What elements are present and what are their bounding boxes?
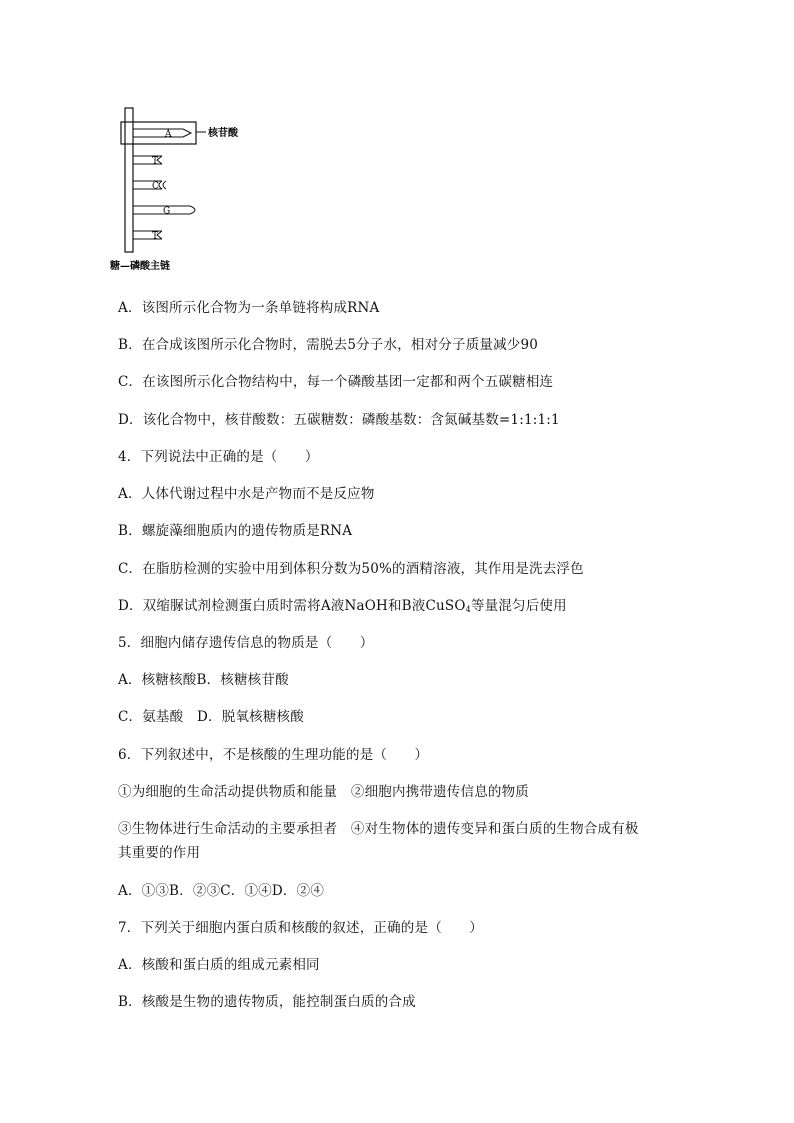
q4-stem: 4．下列说法中正确的是（ ） xyxy=(118,449,319,465)
q4-option-d-part1: D．双缩脲试剂检测蛋白质时需将A液NaOH和B液CuSO xyxy=(118,598,466,614)
base-letter-c: C xyxy=(152,181,159,192)
nucleotide-chain-figure xyxy=(110,102,270,280)
q6-stem: 6．下列叙述中，不是核酸的生理功能的是（ ） xyxy=(118,747,429,763)
q7-stem: 7．下列关于细胞内蛋白质和核酸的叙述，正确的是（ ） xyxy=(118,920,483,936)
q3-option-b: B．在合成该图所示化合物时，需脱去5分子水，相对分子质量减少90 xyxy=(118,337,539,353)
q7-option-b: B．核酸是生物的遗传物质，能控制蛋白质的合成 xyxy=(118,994,416,1010)
base-letter-a: A xyxy=(165,129,172,140)
base-letter-t2: T xyxy=(152,231,159,242)
backbone-label: 糖—磷酸主链 xyxy=(110,261,170,272)
q3-option-d: D．该化合物中，核苷酸数：五碳糖数：磷酸基数：含氮碱基数=1:1:1:1 xyxy=(118,412,560,428)
q6-items-34: ③生物体进行生命活动的主要承担者 ④对生物体的遗传变异和蛋白质的生物合成有极 xyxy=(118,821,639,837)
q3-option-a: A．该图所示化合物为一条单链将构成RNA xyxy=(118,300,380,316)
base-a-shape xyxy=(133,129,191,137)
q5-stem: 5．细胞内储存遗传信息的物质是（ ） xyxy=(118,635,374,651)
q4-option-a: A．人体代谢过程中水是产物而不是反应物 xyxy=(118,486,375,502)
base-c-shape xyxy=(133,181,166,189)
q3-option-c: C．在该图所示化合物结构中，每一个磷酸基团一定都和两个五碳糖相连 xyxy=(118,374,554,390)
q4-option-b: B．螺旋藻细胞质内的遗传物质是RNA xyxy=(118,523,353,539)
q6-items-34-cont: 其重要的作用 xyxy=(118,845,201,861)
q4-option-d-part2: 等量混匀后使用 xyxy=(470,598,567,614)
q5-options-ab: A．核糖核酸B．核糖核苷酸 xyxy=(118,672,289,688)
q7-option-a: A．核酸和蛋白质的组成元素相同 xyxy=(118,957,320,973)
base-letter-t1: T xyxy=(152,156,159,167)
nucleotide-label: 核苷酸 xyxy=(208,128,238,139)
q6-options: A．①③B．②③C．①④D．②④ xyxy=(118,883,325,899)
base-letter-g: G xyxy=(163,206,171,217)
q4-option-c: C．在脂肪检测的实验中用到体积分数为50%的酒精溶液，其作用是洗去浮色 xyxy=(118,561,584,577)
q6-items-12: ①为细胞的生命活动提供物质和能量 ②细胞内携带遗传信息的物质 xyxy=(118,784,529,800)
q4-option-d xyxy=(118,596,567,620)
sugar-phosphate-backbone xyxy=(125,108,133,252)
q5-options-cd: C．氨基酸 D．脱氧核糖核酸 xyxy=(118,709,304,725)
nucleotide-highlight-box xyxy=(121,122,196,144)
q4-option-d-subscript: 4 xyxy=(465,605,471,614)
